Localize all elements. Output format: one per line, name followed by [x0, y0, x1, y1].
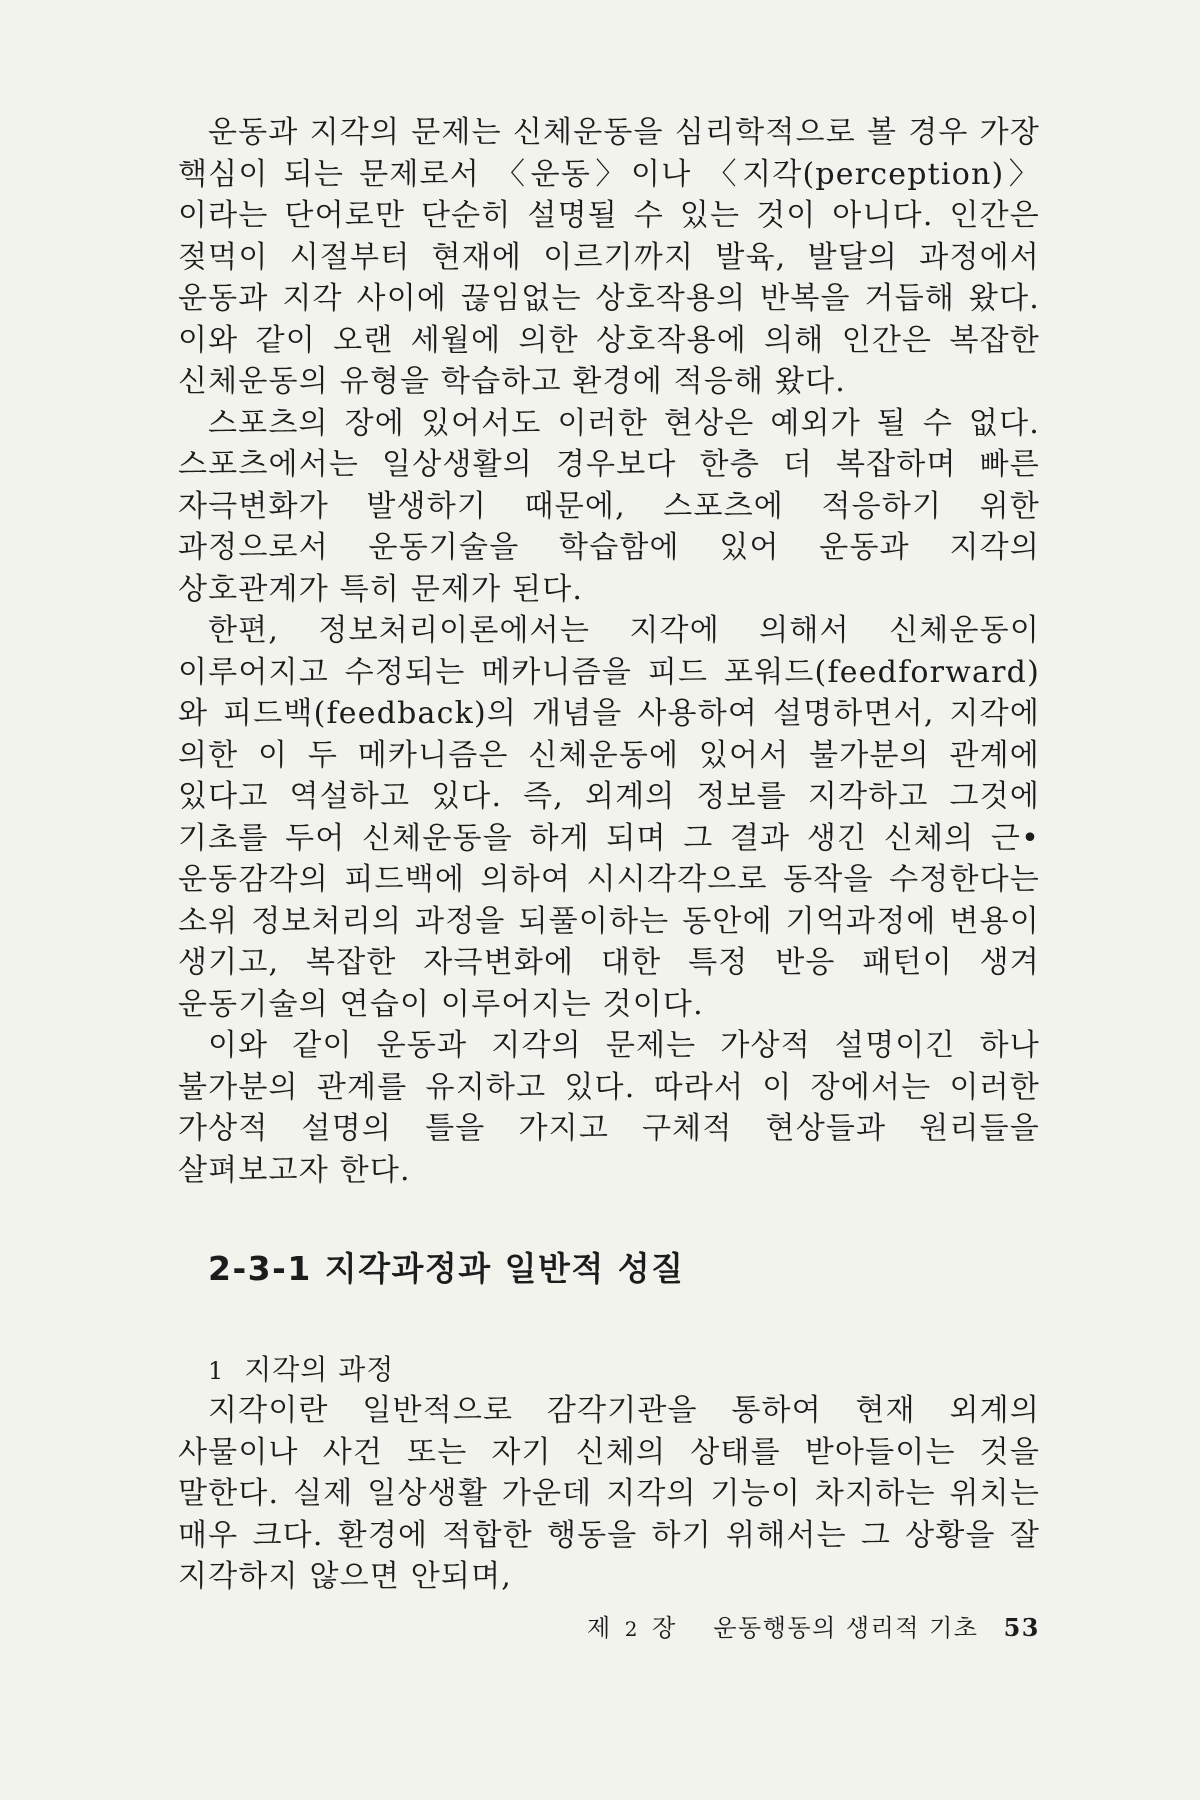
- body-text: [178, 112, 1040, 1191]
- section-heading: 2-3-1 지각과정과 일반적 성질: [208, 1249, 685, 1288]
- subsection-number: 1: [208, 1357, 225, 1385]
- subsection-title: 지각의 과정: [244, 1353, 395, 1386]
- page-number: 53: [1003, 1613, 1040, 1642]
- paragraph: 운동과 지각의 문제는 신체운동을 심리학적으로 볼 경우 가장 핵심이 되는 문제로서 〈운동〉이나 〈지각(perception)〉이라는 단어로만 단순히 설명될 수 있는 것이 아니다. 인간은 젖먹이 시절부터 현재에 이르기까지 발육, 발달의 과정에서 운동과 지각 사이에 끊임없는 상호작용의 반복을 거듭해 왔다. 이와 같이 오랜 세월에 의한 상호작용에 의해 인간은 복잡한 신체운동의 유형을 학습하고 환경에 적응해 왔다.: [178, 115, 1040, 399]
- chapter-title: 운동행동의 생리적 기초: [713, 1614, 979, 1642]
- chapter-number: 2: [624, 1617, 639, 1641]
- subsection-heading: [208, 1348, 394, 1388]
- section-body-text: [178, 1390, 1040, 1598]
- chapter-suffix: 장: [652, 1614, 677, 1642]
- running-footer: [587, 1608, 1040, 1643]
- paragraph: 한편, 정보처리이론에서는 지각에 의해서 신체운동이 이루어지고 수정되는 메카니즘을 피드 포워드(feedforward)와 피드백(feedback)의 개념을 사용하여 설명하면서, 지각에 의한 이 두 메카니즘은 신체운동에 있어서 불가분의 관계에 있다고 역설하고 있다. 즉, 외계의 정보를 지각하고 그것에 기초를 두어 신체운동을 하게 되며 그 결과 생긴 신체의 근•운동감각의 피드백에 의하여 시시각각으로 동작을 수정한다는 소위 정보처리의 과정을 되풀이하는 동안에 기억과정에 변용이 생기고, 복잡한 자극변화에 대한 특정 반응 패턴이 생겨 운동기술의 연습이 이루어지는 것이다.: [178, 613, 1040, 1022]
- paragraph: 이와 같이 운동과 지각의 문제는 가상적 설명이긴 하나 불가분의 관계를 유지하고 있다. 따라서 이 장에서는 이러한 가상적 설명의 틀을 가지고 구체적 현상들과 원리들을 살펴보고자 한다.: [178, 1028, 1040, 1188]
- paragraph: 스포츠의 장에 있어서도 이러한 현상은 예외가 될 수 없다. 스포츠에서는 일상생활의 경우보다 한층 더 복잡하며 빠른 자극변화가 발생하기 때문에, 스포츠에 적응하기 위한 과정으로서 운동기술을 학습함에 있어 운동과 지각의 상호관계가 특히 문제가 된다.: [178, 405, 1040, 607]
- paragraph: 지각이란 일반적으로 감각기관을 통하여 현재 외계의 사물이나 사건 또는 자기 신체의 상태를 받아들이는 것을 말한다. 실제 일상생활 가운데 지각의 기능이 차지하는 위치는 매우 크다. 환경에 적합한 행동을 하기 위해서는 그 상황을 잘 지각하지 않으면 안되며,: [178, 1393, 1040, 1594]
- chapter-prefix: 제: [586, 1614, 612, 1642]
